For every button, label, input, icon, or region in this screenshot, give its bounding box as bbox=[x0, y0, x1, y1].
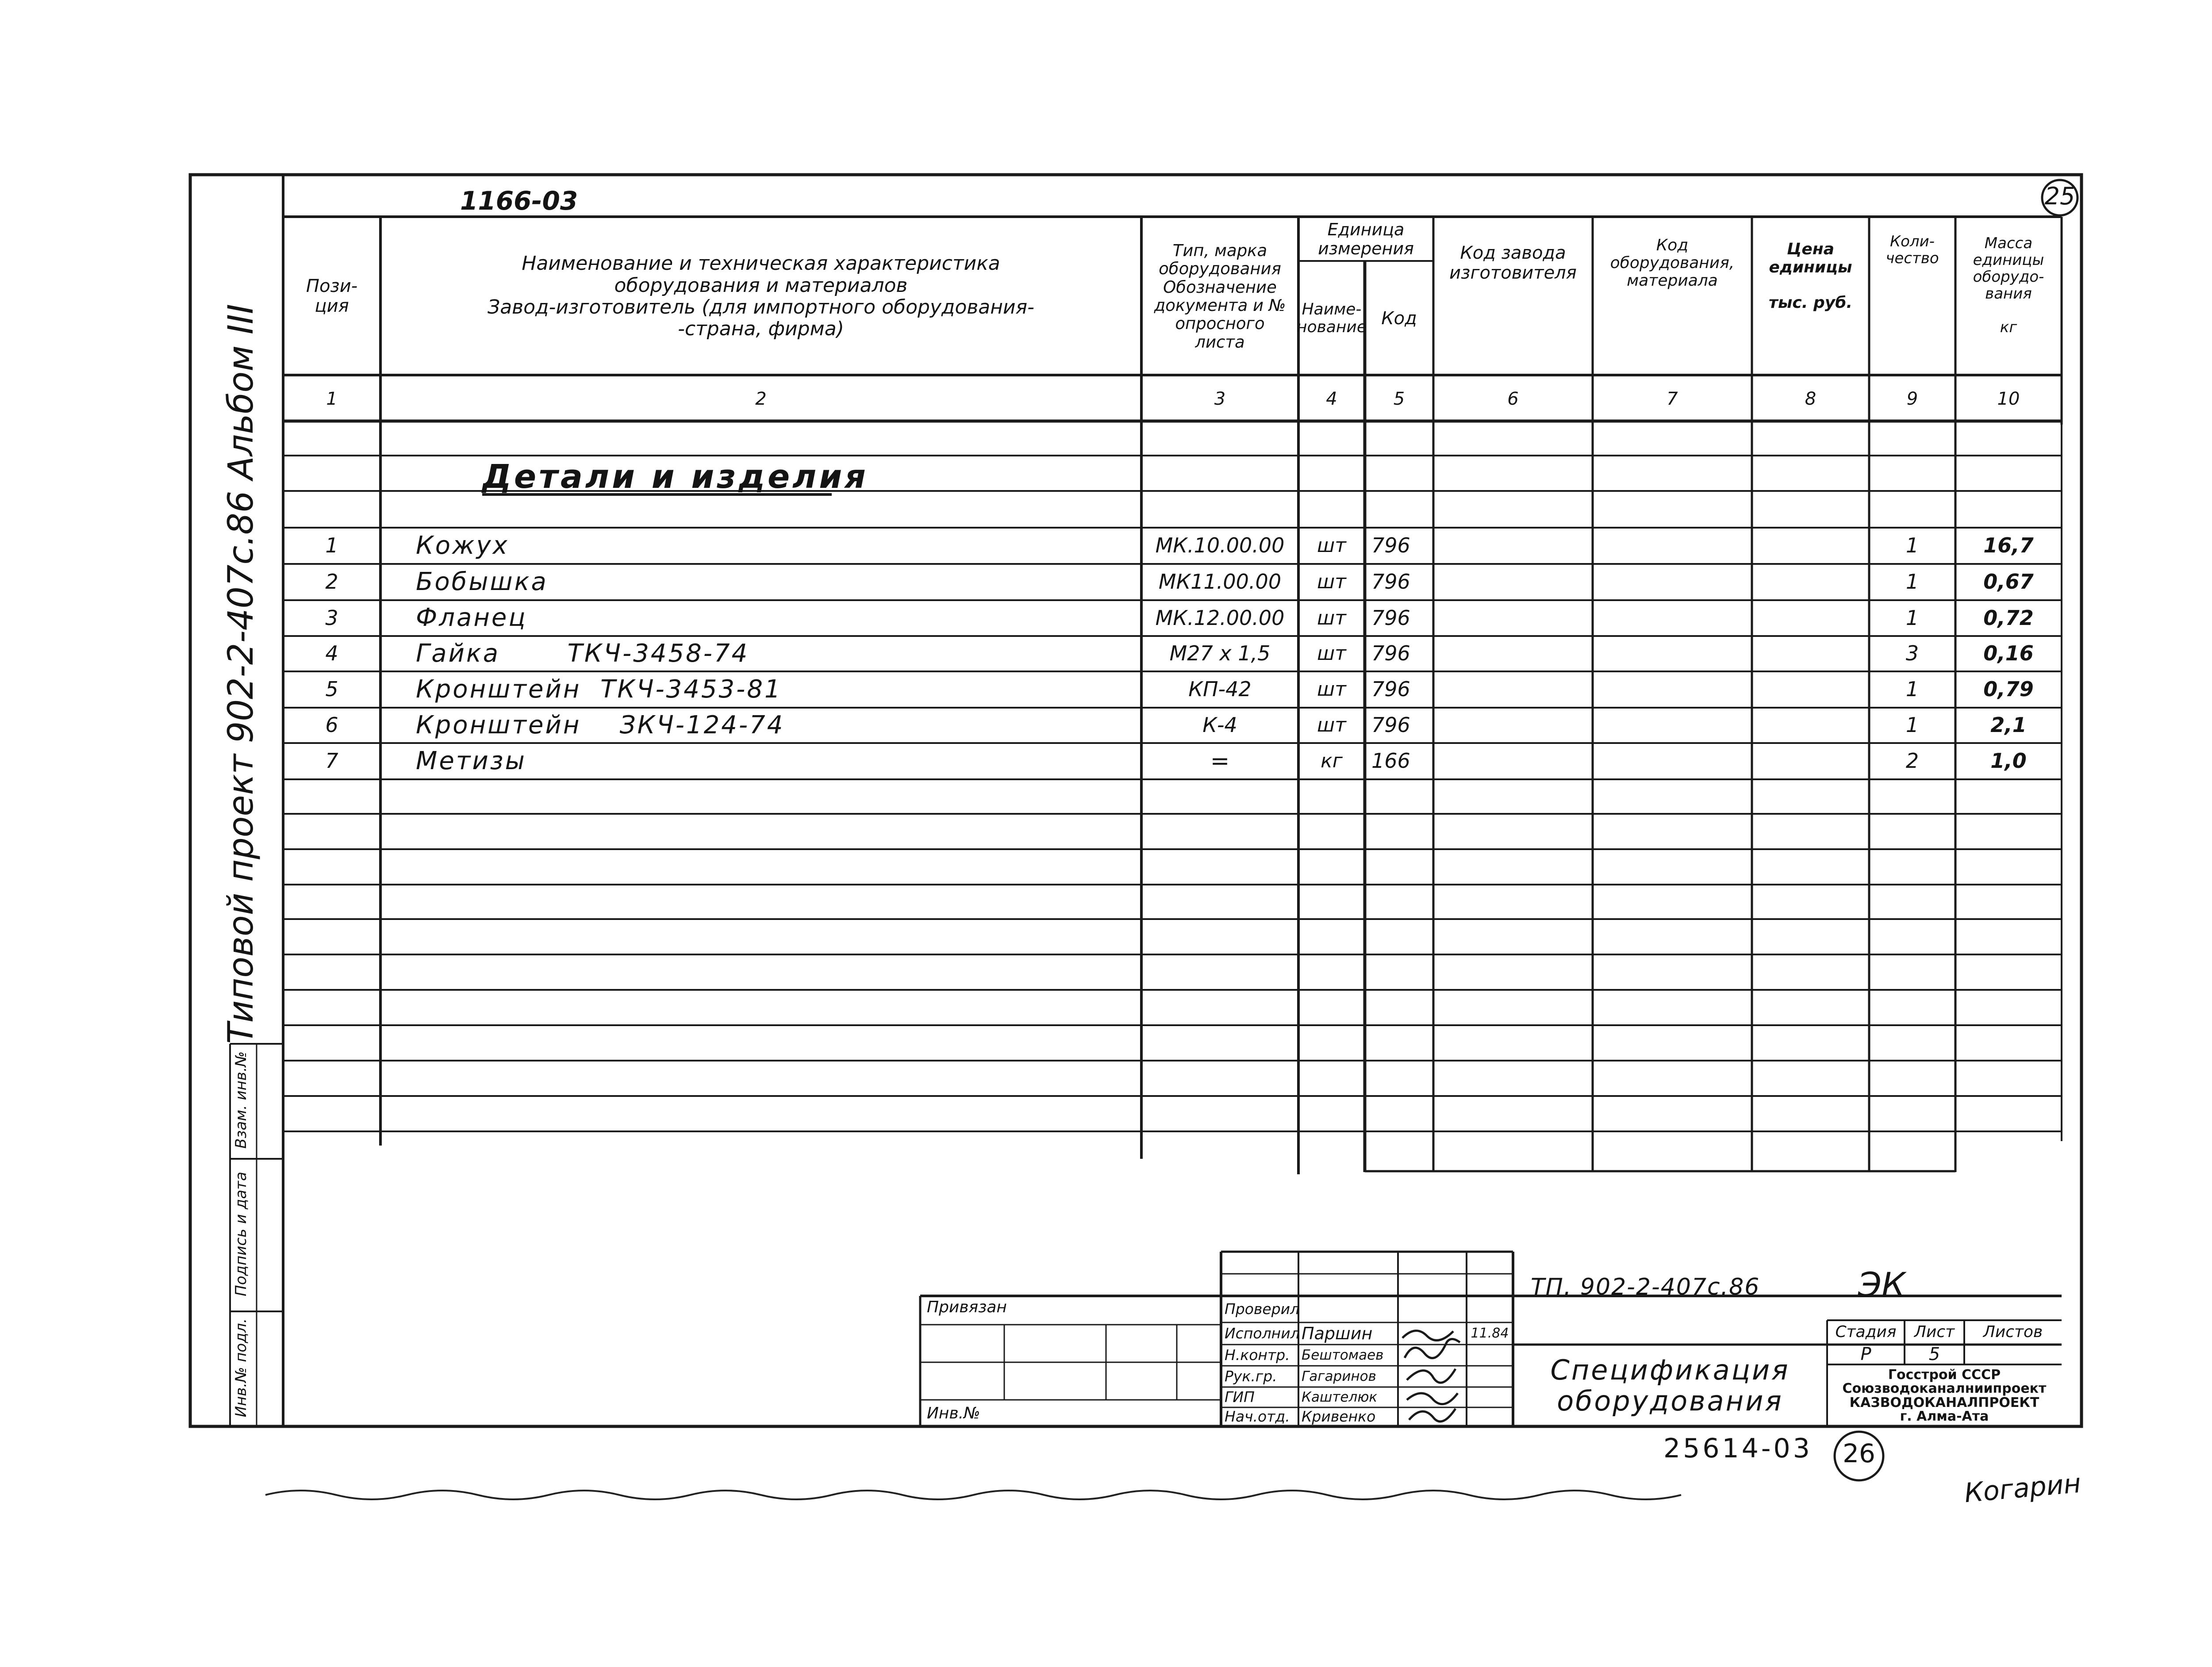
cell-quantity: 1 bbox=[1905, 605, 1919, 630]
cell-unit-code: 796 bbox=[1371, 570, 1410, 594]
cell-type: МК11.00.00 bbox=[1158, 570, 1282, 594]
organization: Госстрой СССР Союзводоканалниипроект КАЗВОДОКАНАЛПРОЕКТ г. Алма-Ата bbox=[1842, 1367, 2047, 1424]
name-n-kontr: Бештомаев bbox=[1302, 1347, 1384, 1363]
cell-position: 1 bbox=[325, 533, 338, 558]
vertical-project-title: Типовой проект 902-2-407с.86 Альбом III bbox=[221, 304, 261, 1044]
header-unit-code: Код bbox=[1381, 308, 1417, 329]
cell-mass: 16,7 bbox=[1983, 533, 2034, 558]
bottom-scribble bbox=[265, 1491, 1681, 1499]
header-equipment-code: Код оборудования, материала bbox=[1610, 236, 1735, 290]
column-number: 10 bbox=[1997, 388, 2020, 409]
sheet-number-top: 25 bbox=[2044, 182, 2075, 210]
cell-mass: 1,0 bbox=[1990, 749, 2027, 773]
top-code: 1166-03 bbox=[460, 186, 578, 216]
label-sheets: Листов bbox=[1983, 1323, 2043, 1341]
column-number: 5 bbox=[1393, 388, 1405, 409]
column-number: 6 bbox=[1507, 388, 1519, 409]
cell-type: = bbox=[1210, 747, 1230, 774]
cell-type: МК.10.00.00 bbox=[1155, 533, 1285, 558]
cell-position: 3 bbox=[325, 605, 338, 630]
role-ispolnil: Исполнил bbox=[1225, 1324, 1300, 1342]
column-number: 2 bbox=[755, 388, 767, 409]
role-ruk-gr: Рук.гр. bbox=[1225, 1367, 1277, 1385]
value-sheet: 5 bbox=[1928, 1344, 1940, 1365]
cell-unit: шт bbox=[1317, 678, 1346, 701]
cell-unit: кг bbox=[1321, 750, 1343, 773]
header-unit-group: Единица измерения bbox=[1318, 220, 1414, 258]
name-ruk-gr: Гагаринов bbox=[1302, 1368, 1376, 1384]
role-nach-otd: Нач.отд. bbox=[1225, 1408, 1290, 1426]
cell-name: Метизы bbox=[416, 746, 526, 775]
cell-unit: шт bbox=[1317, 642, 1346, 665]
role-n-kontr: Н.контр. bbox=[1225, 1346, 1290, 1364]
cell-name: Кронштейн ТКЧ-3453-81 bbox=[416, 674, 782, 704]
cell-quantity: 1 bbox=[1905, 677, 1919, 701]
cell-unit-code: 796 bbox=[1371, 605, 1410, 630]
cell-unit: шт bbox=[1317, 571, 1346, 594]
project-code: ТП. 902-2-407с.86 bbox=[1531, 1274, 1760, 1300]
cell-mass: 0,72 bbox=[1983, 605, 2034, 630]
label-stage: Стадия bbox=[1835, 1323, 1897, 1341]
label-privyazan: Привязан bbox=[927, 1298, 1007, 1316]
column-number: 9 bbox=[1906, 388, 1918, 409]
header-quantity: Коли- чество bbox=[1886, 232, 1939, 267]
cell-mass: 2,1 bbox=[1990, 713, 2027, 737]
name-ispolnil: Паршин bbox=[1302, 1323, 1373, 1343]
cell-position: 6 bbox=[325, 713, 338, 737]
header-position: Пози- ция bbox=[306, 276, 358, 316]
cell-name: Кронштейн ЗКЧ-124-74 bbox=[416, 710, 785, 740]
cell-quantity: 1 bbox=[1905, 713, 1919, 737]
role-proveril: Проверил bbox=[1225, 1300, 1300, 1318]
stamp-inv-podl: Инв.№ подл. bbox=[232, 1318, 250, 1418]
column-number: 7 bbox=[1667, 388, 1678, 409]
header-name: Наименование и техническая характеристика оборудования и материалов Завод-изготовитель (для импортного оборудования- -страна, фирма) bbox=[488, 252, 1034, 341]
cell-position: 4 bbox=[325, 641, 338, 666]
cell-name: Фланец bbox=[416, 603, 527, 632]
name-gip: Каштелюк bbox=[1302, 1389, 1378, 1405]
cell-unit: шт bbox=[1317, 714, 1346, 737]
cell-name: Кожух bbox=[416, 531, 509, 560]
label-inv-no: Инв.№ bbox=[927, 1404, 980, 1422]
header-type: Тип, марка оборудования Обозначение документа и № опросного листа bbox=[1154, 241, 1286, 352]
cell-name: Бобышка bbox=[416, 567, 548, 596]
cell-mass: 0,67 bbox=[1983, 570, 2034, 594]
column-number: 1 bbox=[326, 388, 338, 409]
cell-unit-code: 796 bbox=[1371, 713, 1410, 737]
cell-unit-code: 796 bbox=[1371, 641, 1410, 666]
cell-unit-code: 796 bbox=[1371, 533, 1410, 558]
header-factory-code: Код завода изготовителя bbox=[1449, 243, 1577, 283]
column-number: 8 bbox=[1805, 388, 1816, 409]
column-number: 3 bbox=[1214, 388, 1226, 409]
header-unit-price: Цена единицы тыс. руб. bbox=[1768, 240, 1853, 312]
header-unit-mass: Масса единицы оборудо- вания кг bbox=[1973, 234, 2044, 337]
cell-position: 7 bbox=[325, 749, 338, 773]
cell-mass: 0,16 bbox=[1983, 641, 2034, 666]
cell-position: 5 bbox=[325, 677, 338, 701]
role-gip: ГИП bbox=[1225, 1388, 1255, 1406]
cell-quantity: 2 bbox=[1905, 749, 1919, 773]
cell-position: 2 bbox=[325, 570, 338, 594]
sheet-number-bottom: 26 bbox=[1843, 1438, 1875, 1468]
signatures-scribble bbox=[1398, 1322, 1467, 1426]
value-stage: Р bbox=[1860, 1344, 1871, 1365]
cell-name: Гайка ТКЧ-3458-74 bbox=[416, 639, 749, 668]
cell-unit-code: 166 bbox=[1371, 749, 1410, 773]
column-number: 4 bbox=[1326, 388, 1337, 409]
value-sheets bbox=[1964, 1345, 2062, 1364]
cell-unit: шт bbox=[1317, 534, 1346, 557]
section-title: Детали и изделия bbox=[482, 458, 868, 496]
cell-mass: 0,79 bbox=[1983, 677, 2034, 701]
cell-type: КП-42 bbox=[1188, 677, 1252, 701]
cell-type: М27 x 1,5 bbox=[1169, 641, 1271, 666]
label-sheet: Лист bbox=[1914, 1323, 1955, 1341]
document-title: Спецификация оборудования bbox=[1550, 1354, 1790, 1417]
stamp-vzam-inv: Взам. инв.№ bbox=[232, 1051, 250, 1149]
cell-unit-code: 796 bbox=[1371, 677, 1410, 701]
cell-type: МК.12.00.00 bbox=[1155, 605, 1285, 630]
cell-unit: шт bbox=[1317, 606, 1346, 629]
cell-quantity: 1 bbox=[1905, 570, 1919, 594]
document-mark: ЭК bbox=[1858, 1265, 1906, 1304]
corner-signature: Когарин bbox=[1963, 1468, 2082, 1509]
stamp-signature-date: Подпись и дата bbox=[232, 1172, 250, 1296]
cell-type: К-4 bbox=[1202, 713, 1237, 737]
date-mark: 11.84 bbox=[1471, 1326, 1509, 1341]
bottom-code: 25614-03 bbox=[1663, 1433, 1813, 1464]
name-nach-otd: Кривенко bbox=[1302, 1408, 1376, 1426]
header-unit-name: Наиме- нование bbox=[1297, 300, 1367, 336]
cell-quantity: 3 bbox=[1905, 641, 1919, 666]
cell-quantity: 1 bbox=[1905, 533, 1919, 558]
